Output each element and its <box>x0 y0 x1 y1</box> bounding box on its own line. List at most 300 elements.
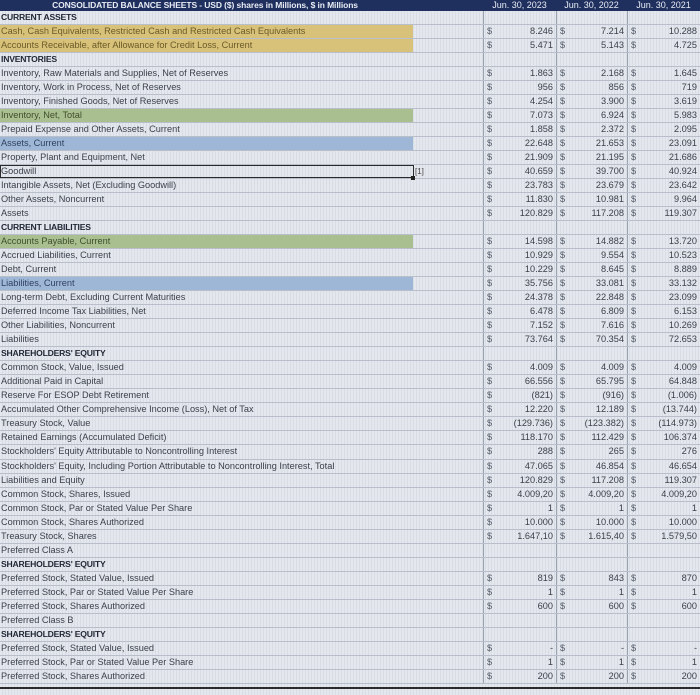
value-cell-2022[interactable] <box>556 137 627 150</box>
section-label[interactable]: SHAREHOLDERS' EQUITY <box>1 628 106 639</box>
value-cell-2021[interactable] <box>627 445 700 458</box>
value-cell-2022[interactable] <box>556 445 627 458</box>
value-cell-2023[interactable] <box>483 347 556 360</box>
value-cell-2023[interactable] <box>483 586 556 599</box>
value-cell-2021[interactable] <box>627 137 700 150</box>
footnote-cell[interactable] <box>415 474 483 487</box>
value-cell-2023[interactable] <box>483 319 556 332</box>
table-row <box>0 333 700 347</box>
value-cell-2021[interactable] <box>627 333 700 346</box>
row-label[interactable]: Preferred Class A <box>1 544 73 555</box>
footnote-cell[interactable] <box>415 628 483 641</box>
value-cell-2023[interactable] <box>483 516 556 529</box>
value-cell-2023[interactable] <box>483 165 556 178</box>
column-header-2023[interactable]: Jun. 30, 2023 <box>492 0 547 10</box>
value-cell-2022[interactable] <box>556 586 627 599</box>
value-cell-2022[interactable] <box>556 81 627 94</box>
currency-symbol: $ <box>560 40 566 51</box>
sheet-title: CONSOLIDATED BALANCE SHEETS - USD ($) shares in Millions, $ in Millions <box>52 0 358 10</box>
value-cell-2021[interactable] <box>627 488 700 501</box>
row-label[interactable]: Accounts Payable, Current <box>0 235 413 248</box>
footnote-cell[interactable] <box>415 263 483 276</box>
row-label[interactable]: Common Stock, Shares, Issued <box>1 488 131 499</box>
footnote-cell[interactable] <box>415 417 483 430</box>
cell-value: 46.654 <box>668 460 697 471</box>
value-cell-2022[interactable] <box>556 389 627 402</box>
cell-value: 1.615,40 <box>588 530 624 541</box>
value-cell-2023[interactable] <box>483 417 556 430</box>
row-label[interactable]: Stockholders' Equity, Including Portion Attributable to Noncontrolling Interest, Total <box>1 460 335 471</box>
value-cell-2022[interactable] <box>556 417 627 430</box>
currency-symbol: $ <box>487 26 493 37</box>
row-label[interactable]: Other Liabilities, Noncurrent <box>1 320 115 331</box>
value-cell-2022[interactable] <box>556 347 627 360</box>
value-cell-2022[interactable] <box>556 361 627 374</box>
value-cell-2023[interactable] <box>483 375 556 388</box>
value-cell-2021[interactable] <box>627 656 700 669</box>
row-label[interactable]: Liabilities, Current <box>0 277 413 290</box>
footnote-cell[interactable] <box>415 109 483 122</box>
value-cell-2023[interactable] <box>483 95 556 108</box>
value-cell-2022[interactable] <box>556 179 627 192</box>
value-cell-2023[interactable] <box>483 389 556 402</box>
value-cell-2021[interactable] <box>627 530 700 543</box>
cell-value: (114.973) <box>658 418 697 429</box>
value-cell-2022[interactable] <box>556 95 627 108</box>
value-cell-2023[interactable] <box>483 193 556 206</box>
cell-value: 117.208 <box>591 474 624 485</box>
cell-value: 1 <box>618 502 624 513</box>
row-label[interactable]: Preferred Stock, Stated Value, Issued <box>1 642 155 653</box>
value-cell-2021[interactable] <box>627 389 700 402</box>
value-cell-2022[interactable] <box>556 530 627 543</box>
value-cell-2021[interactable] <box>627 642 700 655</box>
cell-value: 4.009,20 <box>661 488 697 499</box>
value-cell-2021[interactable] <box>627 221 700 234</box>
value-cell-2022[interactable] <box>556 431 627 444</box>
value-cell-2022[interactable] <box>556 165 627 178</box>
row-label[interactable]: Additional Paid in Capital <box>1 376 104 387</box>
row-label[interactable]: Reserve For ESOP Debt Retirement <box>1 390 149 401</box>
value-cell-2021[interactable] <box>627 558 700 571</box>
footnote-cell[interactable] <box>415 221 483 234</box>
cell-value: 200 <box>608 670 624 681</box>
value-cell-2021[interactable] <box>627 11 700 24</box>
currency-symbol: $ <box>631 110 637 121</box>
row-label[interactable]: Property, Plant and Equipment, Net <box>1 152 145 163</box>
footnote-cell[interactable] <box>415 600 483 613</box>
footnote-cell[interactable] <box>415 403 483 416</box>
section-label[interactable]: SHAREHOLDERS' EQUITY <box>1 348 106 359</box>
value-cell-2021[interactable] <box>627 263 700 276</box>
value-cell-2023[interactable] <box>483 488 556 501</box>
value-cell-2023[interactable] <box>483 11 556 24</box>
value-cell-2021[interactable] <box>627 544 700 557</box>
footnote-cell[interactable] <box>415 642 483 655</box>
value-cell-2021[interactable] <box>627 375 700 388</box>
table-row <box>0 516 700 530</box>
cell-value: 23.783 <box>524 180 553 191</box>
table-row <box>0 39 700 53</box>
footnote-cell[interactable] <box>415 544 483 557</box>
value-cell-2022[interactable] <box>556 305 627 318</box>
value-cell-2021[interactable] <box>627 165 700 178</box>
value-cell-2021[interactable] <box>627 614 700 627</box>
cell-value: 10.000 <box>595 516 624 527</box>
row-label[interactable]: Long-term Debt, Excluding Current Maturities <box>1 292 186 303</box>
row-label[interactable]: Deferred Income Tax Liabilities, Net <box>1 306 146 317</box>
table-row <box>0 502 700 516</box>
value-cell-2023[interactable] <box>483 123 556 136</box>
value-cell-2022[interactable] <box>556 67 627 80</box>
value-cell-2021[interactable] <box>627 361 700 374</box>
footnote-cell[interactable] <box>415 81 483 94</box>
cell-value: 4.254 <box>530 96 553 107</box>
footnote-cell[interactable] <box>415 572 483 585</box>
footnote-cell[interactable] <box>415 516 483 529</box>
footnote-cell[interactable] <box>415 614 483 627</box>
value-cell-2022[interactable] <box>556 263 627 276</box>
footnote-cell[interactable] <box>415 277 483 290</box>
value-cell-2021[interactable] <box>627 600 700 613</box>
currency-symbol: $ <box>631 166 637 177</box>
row-label[interactable]: Inventory, Net, Total <box>0 109 413 122</box>
footnote-cell[interactable] <box>415 670 483 683</box>
value-cell-2023[interactable] <box>483 263 556 276</box>
currency-symbol: $ <box>631 236 637 247</box>
value-cell-2023[interactable] <box>483 53 556 66</box>
section-label[interactable]: SHAREHOLDERS' EQUITY <box>1 558 106 569</box>
currency-symbol: $ <box>487 152 493 163</box>
value-cell-2021[interactable] <box>627 67 700 80</box>
cell-value: 6.924 <box>601 110 624 121</box>
value-cell-2021[interactable] <box>627 109 700 122</box>
value-cell-2023[interactable] <box>483 445 556 458</box>
footnote-cell[interactable] <box>415 488 483 501</box>
row-label[interactable]: Common Stock, Value, Issued <box>1 362 124 373</box>
value-cell-2021[interactable] <box>627 628 700 641</box>
row-label[interactable]: Common Stock, Par or Stated Value Per Share <box>1 502 193 513</box>
footnote-cell[interactable] <box>415 333 483 346</box>
column-header-2021[interactable]: Jun. 30, 2021 <box>636 0 691 10</box>
table-row <box>0 460 700 474</box>
value-cell-2022[interactable] <box>556 460 627 473</box>
value-cell-2023[interactable] <box>483 109 556 122</box>
row-label[interactable]: Treasury Stock, Value <box>1 418 91 429</box>
footnote-cell[interactable] <box>415 249 483 262</box>
currency-symbol: $ <box>487 600 493 611</box>
value-cell-2022[interactable] <box>556 333 627 346</box>
footnote-cell[interactable] <box>415 305 483 318</box>
value-cell-2022[interactable] <box>556 221 627 234</box>
row-label[interactable]: Inventory, Raw Materials and Supplies, Net of Reserves <box>1 68 229 79</box>
value-cell-2022[interactable] <box>556 502 627 515</box>
value-cell-2023[interactable] <box>483 277 556 290</box>
currency-symbol: $ <box>631 656 637 667</box>
value-cell-2021[interactable] <box>627 53 700 66</box>
value-cell-2022[interactable] <box>556 109 627 122</box>
currency-symbol: $ <box>560 600 566 611</box>
value-cell-2022[interactable] <box>556 25 627 38</box>
currency-symbol: $ <box>487 432 493 443</box>
value-cell-2023[interactable] <box>483 474 556 487</box>
row-label[interactable]: Preferred Stock, Stated Value, Issued <box>1 572 155 583</box>
value-cell-2021[interactable] <box>627 291 700 304</box>
row-label[interactable]: Retained Earnings (Accumulated Deficit) <box>1 432 167 443</box>
value-cell-2021[interactable] <box>627 81 700 94</box>
row-label[interactable]: Accrued Liabilities, Current <box>1 250 111 261</box>
value-cell-2023[interactable] <box>483 614 556 627</box>
value-cell-2023[interactable] <box>483 431 556 444</box>
footnote-cell[interactable] <box>415 445 483 458</box>
value-cell-2021[interactable] <box>627 319 700 332</box>
row-label[interactable]: Goodwill <box>1 166 37 177</box>
value-cell-2023[interactable] <box>483 25 556 38</box>
value-cell-2021[interactable] <box>627 460 700 473</box>
value-cell-2022[interactable] <box>556 558 627 571</box>
value-cell-2021[interactable] <box>627 403 700 416</box>
footnote-cell[interactable] <box>415 25 483 38</box>
value-cell-2022[interactable] <box>556 207 627 220</box>
value-cell-2023[interactable] <box>483 642 556 655</box>
value-cell-2021[interactable] <box>627 179 700 192</box>
value-cell-2022[interactable] <box>556 53 627 66</box>
value-cell-2023[interactable] <box>483 151 556 164</box>
cell-value: 6.478 <box>530 306 553 317</box>
value-cell-2022[interactable] <box>556 642 627 655</box>
value-cell-2022[interactable] <box>556 544 627 557</box>
footnote-cell[interactable] <box>415 291 483 304</box>
value-cell-2023[interactable] <box>483 305 556 318</box>
value-cell-2021[interactable] <box>627 151 700 164</box>
value-cell-2021[interactable] <box>627 235 700 248</box>
row-label[interactable]: Treasury Stock, Shares <box>1 530 97 541</box>
section-label[interactable]: INVENTORIES <box>1 54 57 65</box>
value-cell-2023[interactable] <box>483 600 556 613</box>
row-label[interactable]: Common Stock, Shares Authorized <box>1 516 144 527</box>
cell-value: 23.642 <box>668 180 697 191</box>
value-cell-2023[interactable] <box>483 558 556 571</box>
row-label[interactable]: Preferred Stock, Par or Stated Value Per Share <box>1 586 194 597</box>
value-cell-2021[interactable] <box>627 249 700 262</box>
value-cell-2022[interactable] <box>556 600 627 613</box>
footnote-cell[interactable] <box>415 558 483 571</box>
value-cell-2022[interactable] <box>556 235 627 248</box>
value-cell-2021[interactable] <box>627 277 700 290</box>
footnote-cell[interactable] <box>415 193 483 206</box>
value-cell-2021[interactable] <box>627 431 700 444</box>
footnote-cell[interactable] <box>415 11 483 24</box>
value-cell-2022[interactable] <box>556 614 627 627</box>
value-cell-2021[interactable] <box>627 572 700 585</box>
value-cell-2021[interactable] <box>627 586 700 599</box>
section-header-row <box>0 11 700 25</box>
value-cell-2023[interactable] <box>483 81 556 94</box>
value-cell-2023[interactable] <box>483 628 556 641</box>
value-cell-2022[interactable] <box>556 319 627 332</box>
row-label[interactable]: Other Assets, Noncurrent <box>1 194 105 205</box>
footnote-cell[interactable] <box>415 319 483 332</box>
section-label[interactable]: CURRENT LIABILITIES <box>1 222 91 233</box>
value-cell-2023[interactable] <box>483 530 556 543</box>
row-label[interactable]: Prepaid Expense and Other Assets, Current <box>1 124 180 135</box>
table-row <box>0 319 700 333</box>
value-cell-2022[interactable] <box>556 488 627 501</box>
footnote-cell[interactable] <box>415 375 483 388</box>
value-cell-2021[interactable] <box>627 474 700 487</box>
value-cell-2022[interactable] <box>556 516 627 529</box>
value-cell-2023[interactable] <box>483 656 556 669</box>
value-cell-2023[interactable] <box>483 403 556 416</box>
value-cell-2022[interactable] <box>556 277 627 290</box>
cell-value: 40.924 <box>668 166 697 177</box>
row-label[interactable]: Cash, Cash Equivalents, Restricted Cash and Restricted Cash Equivalents <box>0 25 413 38</box>
footnote-cell[interactable] <box>415 67 483 80</box>
footnote-cell[interactable] <box>415 502 483 515</box>
value-cell-2023[interactable] <box>483 502 556 515</box>
value-cell-2022[interactable] <box>556 670 627 683</box>
value-cell-2023[interactable] <box>483 333 556 346</box>
row-label[interactable]: Debt, Current <box>1 264 57 275</box>
row-label[interactable]: Assets <box>1 208 29 219</box>
value-cell-2022[interactable] <box>556 656 627 669</box>
row-label[interactable]: Preferred Stock, Shares Authorized <box>1 600 146 611</box>
value-cell-2022[interactable] <box>556 249 627 262</box>
footnote-cell[interactable] <box>415 151 483 164</box>
value-cell-2022[interactable] <box>556 123 627 136</box>
row-label[interactable]: Accounts Receivable, after Allowance for Credit Loss, Current <box>0 39 413 52</box>
value-cell-2022[interactable] <box>556 628 627 641</box>
value-cell-2023[interactable] <box>483 361 556 374</box>
footnote-cell[interactable] <box>415 431 483 444</box>
cell-value: 14.882 <box>595 236 624 247</box>
value-cell-2023[interactable] <box>483 207 556 220</box>
value-cell-2023[interactable] <box>483 460 556 473</box>
row-label[interactable]: Inventory, Finished Goods, Net of Reserves <box>1 96 179 107</box>
value-cell-2023[interactable] <box>483 544 556 557</box>
selected-cell-outline[interactable] <box>0 165 414 178</box>
row-label[interactable]: Preferred Stock, Shares Authorized <box>1 670 146 681</box>
row-label[interactable]: Liabilities <box>1 334 39 345</box>
currency-symbol: $ <box>487 110 493 121</box>
footnote-cell[interactable] <box>415 460 483 473</box>
table-row <box>0 417 700 431</box>
cell-value: 70.354 <box>595 334 624 345</box>
value-cell-2023[interactable] <box>483 670 556 683</box>
footnote-cell[interactable] <box>415 39 483 52</box>
value-cell-2021[interactable] <box>627 39 700 52</box>
value-cell-2021[interactable] <box>627 123 700 136</box>
value-cell-2023[interactable] <box>483 291 556 304</box>
value-cell-2021[interactable] <box>627 95 700 108</box>
value-cell-2022[interactable] <box>556 151 627 164</box>
row-label[interactable]: Assets, Current <box>0 137 413 150</box>
value-cell-2023[interactable] <box>483 137 556 150</box>
value-cell-2022[interactable] <box>556 474 627 487</box>
currency-symbol: $ <box>560 306 566 317</box>
value-cell-2023[interactable] <box>483 67 556 80</box>
value-cell-2021[interactable] <box>627 670 700 683</box>
value-cell-2023[interactable] <box>483 221 556 234</box>
value-cell-2022[interactable] <box>556 291 627 304</box>
value-cell-2022[interactable] <box>556 39 627 52</box>
footnote-cell[interactable] <box>415 530 483 543</box>
footnote-cell[interactable] <box>415 137 483 150</box>
value-cell-2023[interactable] <box>483 249 556 262</box>
row-label[interactable]: Preferred Class B <box>1 614 74 625</box>
value-cell-2021[interactable] <box>627 502 700 515</box>
cell-value: 265 <box>608 446 624 457</box>
balance-sheet-rows <box>0 11 700 684</box>
value-cell-2021[interactable] <box>627 347 700 360</box>
cell-value: 12.220 <box>524 404 553 415</box>
currency-symbol: $ <box>560 194 566 205</box>
value-cell-2021[interactable] <box>627 207 700 220</box>
section-label[interactable]: CURRENT ASSETS <box>1 12 77 22</box>
currency-symbol: $ <box>560 236 566 247</box>
column-header-2022[interactable]: Jun. 30, 2022 <box>564 0 619 10</box>
currency-symbol: $ <box>631 96 637 107</box>
value-cell-2023[interactable] <box>483 179 556 192</box>
section-header-row <box>0 221 700 235</box>
value-cell-2022[interactable] <box>556 193 627 206</box>
value-cell-2021[interactable] <box>627 516 700 529</box>
cell-value: 33.132 <box>668 278 697 289</box>
value-cell-2022[interactable] <box>556 572 627 585</box>
value-cell-2023[interactable] <box>483 572 556 585</box>
value-cell-2021[interactable] <box>627 25 700 38</box>
footnote-cell[interactable] <box>415 123 483 136</box>
cell-value: 22.648 <box>524 138 553 149</box>
value-cell-2023[interactable] <box>483 235 556 248</box>
row-label[interactable]: Inventory, Work in Process, Net of Reserves <box>1 82 181 93</box>
row-label[interactable]: Stockholders' Equity Attributable to Noncontrolling Interest <box>1 446 238 457</box>
currency-symbol: $ <box>487 278 493 289</box>
table-row <box>0 95 700 109</box>
value-cell-2023[interactable] <box>483 39 556 52</box>
footnote-cell[interactable] <box>415 235 483 248</box>
row-label[interactable]: Accumulated Other Comprehensive Income (Loss), Net of Tax <box>1 404 254 415</box>
value-cell-2022[interactable] <box>556 11 627 24</box>
footnote-cell[interactable] <box>415 95 483 108</box>
cell-value: 1.579,50 <box>661 530 697 541</box>
cell-value: 120.829 <box>519 474 553 485</box>
footnote-cell[interactable] <box>415 389 483 402</box>
footnote-cell[interactable] <box>415 586 483 599</box>
cell-value: 24.378 <box>524 292 553 303</box>
value-cell-2021[interactable] <box>627 193 700 206</box>
footnote-cell[interactable] <box>415 361 483 374</box>
row-label[interactable]: Intangible Assets, Net (Excluding Goodwill) <box>1 180 177 191</box>
value-cell-2022[interactable] <box>556 403 627 416</box>
cell-value: 73.764 <box>524 334 553 345</box>
footnote-cell[interactable]: [1] <box>415 167 424 177</box>
cell-value: 6.809 <box>601 306 624 317</box>
row-label[interactable]: Preferred Stock, Par or Stated Value Per Share <box>1 656 194 667</box>
footnote-cell[interactable] <box>415 179 483 192</box>
footnote-cell[interactable] <box>415 347 483 360</box>
value-cell-2021[interactable] <box>627 305 700 318</box>
currency-symbol: $ <box>487 138 493 149</box>
footnote-cell[interactable] <box>415 53 483 66</box>
value-cell-2022[interactable] <box>556 375 627 388</box>
footnote-cell[interactable] <box>415 656 483 669</box>
currency-symbol: $ <box>631 516 637 527</box>
footnote-cell[interactable] <box>415 207 483 220</box>
currency-symbol: $ <box>631 264 637 275</box>
value-cell-2021[interactable] <box>627 417 700 430</box>
row-label[interactable]: Liabilities and Equity <box>1 474 85 485</box>
